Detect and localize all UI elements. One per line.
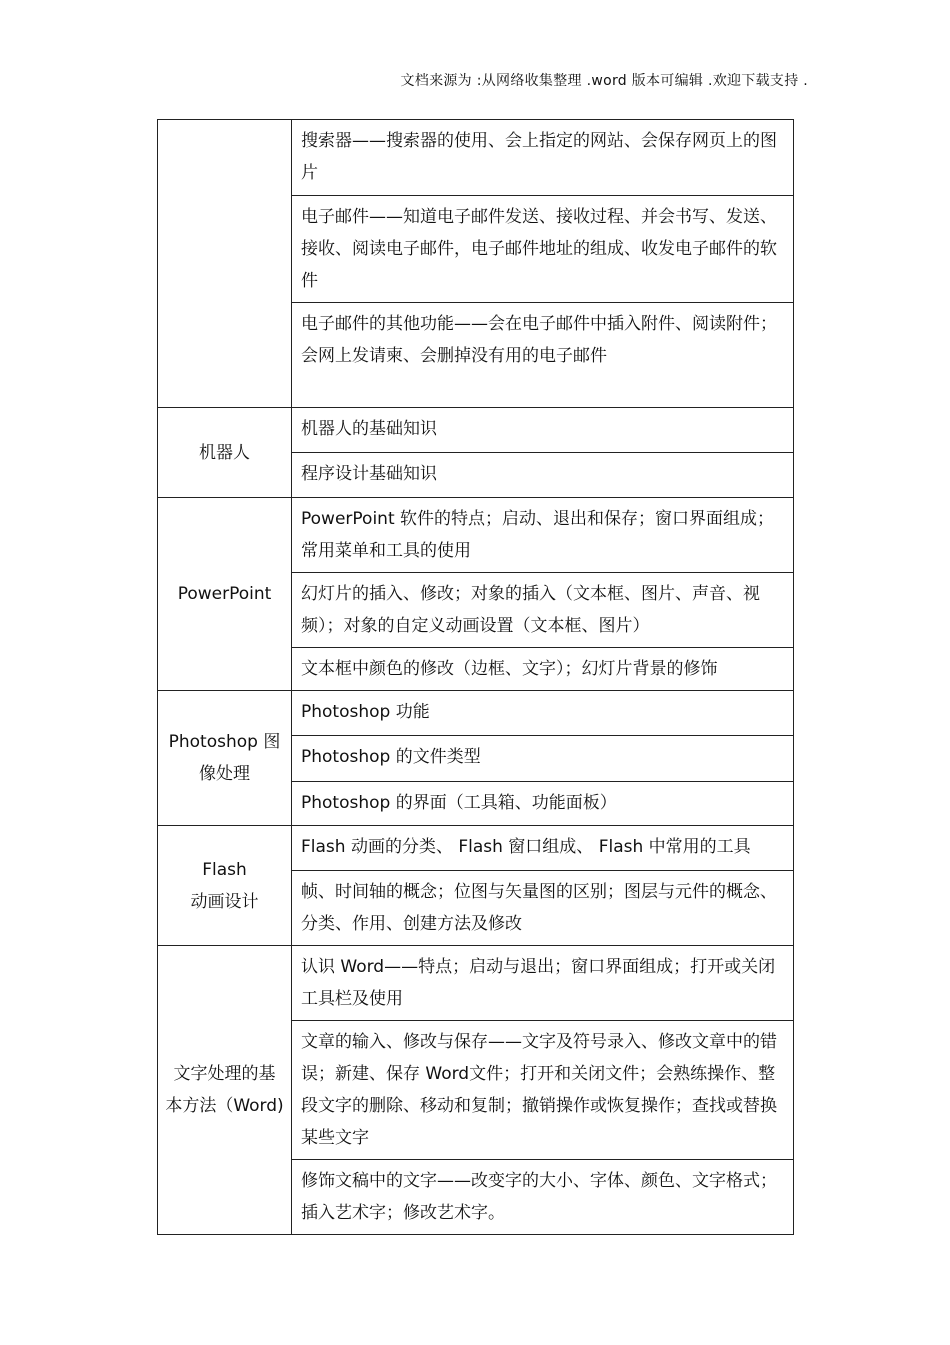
category-label-line-2: 像处理 [199, 764, 250, 784]
table-row [158, 408, 794, 453]
content-cell-ps-function: Photoshop 功能 [292, 691, 794, 736]
content-cell-word-formatting: 修饰文稿中的文字——改变字的大小、字体、颜色、文字格式；插入艺术字；修改艺术字。 [292, 1160, 794, 1235]
table-row [158, 946, 794, 1021]
category-label: 机器人 [199, 442, 250, 463]
table-row [158, 691, 794, 736]
content-cell-search-engine: 搜索器——搜索器的使用、会上指定的网站、会保存网页上的图片 [292, 120, 794, 196]
syllabus-table [157, 119, 794, 1235]
content-cell-ppt-features: PowerPoint 软件的特点；启动、退出和保存；窗口界面组成；常用菜单和工具的使用 [292, 498, 794, 573]
content-cell-ppt-slides: 幻灯片的插入、修改；对象的插入（文本框、图片、声音、视频）；对象的自定义动画设置（文本框、图片） [292, 573, 794, 648]
category-label-line-1: Photoshop 图 [168, 732, 281, 752]
category-cell-photoshop [158, 691, 292, 826]
table-row [158, 826, 794, 871]
category-label-line-1: Flash [202, 859, 247, 880]
category-cell-powerpoint [158, 498, 292, 691]
content-cell-email: 电子邮件——知道电子邮件发送、接收过程、并会书写、发送、接收、阅读电子邮件，电子邮件地址的组成、收发电子邮件的软件 [292, 196, 794, 303]
content-cell-robot-basics: 机器人的基础知识 [292, 408, 794, 453]
content-cell-ps-interface: Photoshop 的界面（工具箱、功能面板） [292, 782, 794, 826]
category-cell-word [158, 946, 292, 1235]
content-cell-programming-basics: 程序设计基础知识 [292, 453, 794, 498]
content-cell-ps-filetypes: Photoshop 的文件类型 [292, 736, 794, 782]
category-cell-flash [158, 826, 292, 946]
content-cell-email-other: 电子邮件的其他功能——会在电子邮件中插入附件、阅读附件；会网上发请柬、会删掉没有用的电子邮件 [292, 303, 794, 408]
content-cell-word-intro: 认识 Word——特点；启动与退出；窗口界面组成；打开或关闭工具栏及使用 [292, 946, 794, 1021]
content-cell-ppt-textbox: 文本框中颜色的修改（边框、文字）；幻灯片背景的修饰 [292, 648, 794, 691]
category-label-line-2: 本方法（Word) [165, 1096, 284, 1116]
category-label-line-1: 文字处理的基 [173, 1064, 276, 1084]
category-cell-internet [158, 120, 292, 408]
content-cell-flash-concepts: 帧、时间轴的概念；位图与矢量图的区别；图层与元件的概念、分类、作用、创建方法及修改 [292, 871, 794, 946]
category-label: PowerPoint [177, 584, 272, 604]
content-cell-flash-types: Flash 动画的分类、 Flash 窗口组成、 Flash 中常用的工具 [292, 826, 794, 871]
table-row [158, 120, 794, 196]
content-cell-word-editing: 文章的输入、修改与保存——文字及符号录入、修改文章中的错误；新建、保存 Word文件；打开和关闭文件；会熟练操作、整段文字的删除、移动和复制；撤销操作或恢复操作；查找或替换某些文字 [292, 1021, 794, 1160]
category-cell-robot [158, 408, 292, 498]
table-row [158, 498, 794, 573]
header-note: 文档来源为 :从网络收集整理 .word 版本可编辑 .欢迎下载支持 . [400, 73, 808, 89]
category-label-line-2: 动画设计 [190, 891, 259, 912]
